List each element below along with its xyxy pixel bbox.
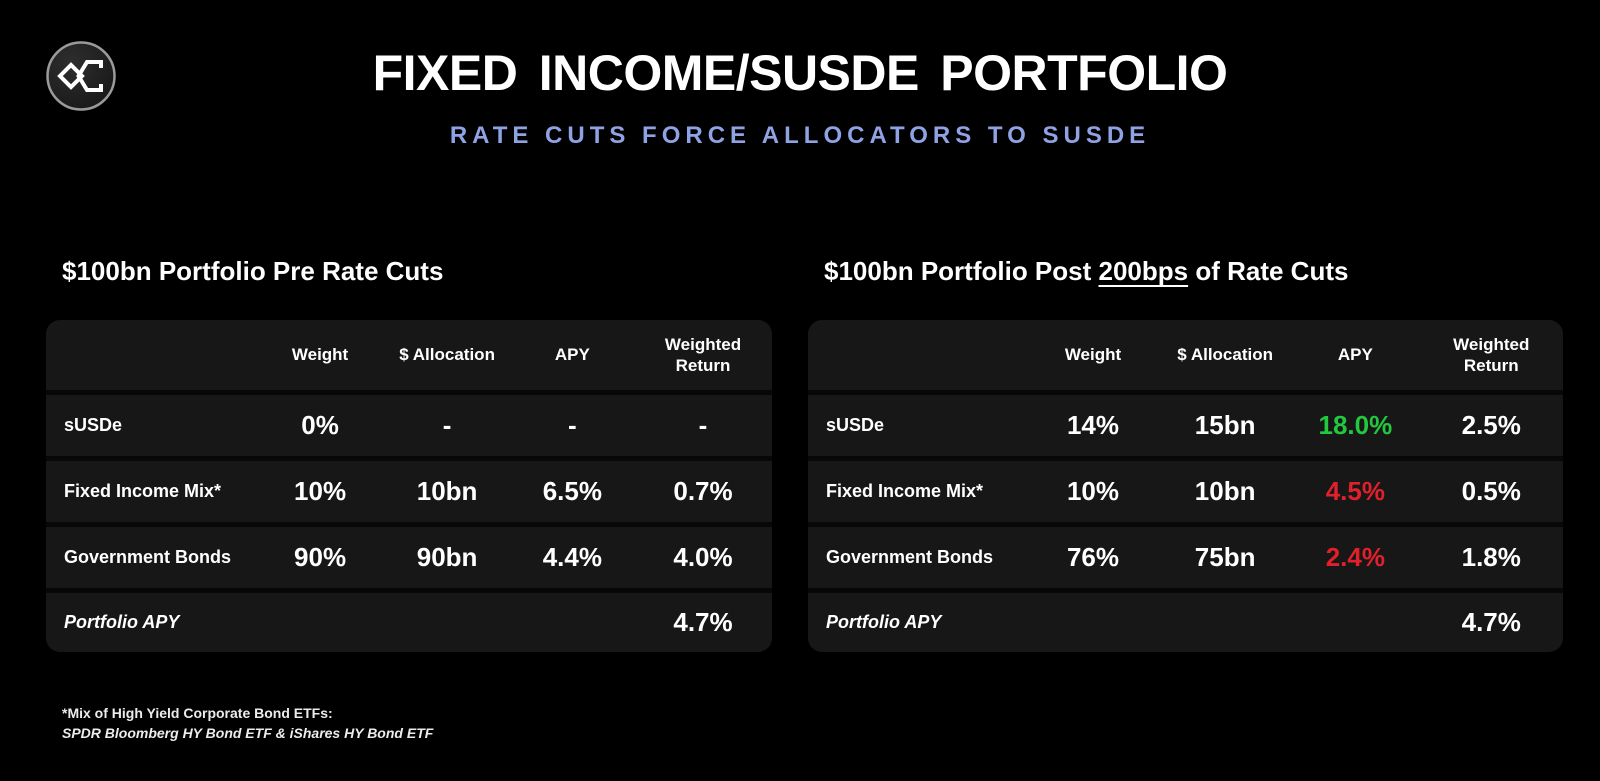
apy-value: 18.0%	[1291, 392, 1419, 458]
portfolio-apy-value: 4.7%	[634, 590, 772, 652]
apy-value: 4.4%	[511, 524, 634, 590]
col-weight: Weight	[291, 345, 349, 365]
weight-value: 14%	[1027, 392, 1159, 458]
allocation-value: 75bn	[1159, 524, 1291, 590]
portfolio-apy-label: Portfolio APY	[808, 590, 1027, 652]
post-table	[808, 320, 1563, 652]
weight-value: 10%	[257, 458, 384, 524]
post-table-panel	[808, 320, 1563, 652]
apy-value: -	[511, 392, 634, 458]
weight-value: 0%	[257, 392, 384, 458]
weighted-return-value: 1.8%	[1420, 524, 1563, 590]
footnote-line1: *Mix of High Yield Corporate Bond ETFs:	[62, 705, 333, 721]
portfolio-apy-value: 4.7%	[1420, 590, 1563, 652]
allocation-value: 90bn	[384, 524, 511, 590]
apy-value: 6.5%	[511, 458, 634, 524]
allocation-value: 15bn	[1159, 392, 1291, 458]
table-row	[808, 524, 1563, 590]
col-apy: APY	[554, 345, 590, 365]
weight-value: 76%	[1027, 524, 1159, 590]
asset-label: Fixed Income Mix*	[46, 458, 257, 524]
pre-table	[46, 320, 772, 652]
apy-value: 4.5%	[1291, 458, 1419, 524]
table-row	[46, 458, 772, 524]
weight-value: 90%	[257, 524, 384, 590]
weighted-return-value: 0.5%	[1420, 458, 1563, 524]
allocation-value: -	[384, 392, 511, 458]
allocation-value: 10bn	[384, 458, 511, 524]
tables-row	[46, 254, 1563, 652]
pre-rate-cuts-section	[46, 254, 772, 652]
col-weight: Weight	[1064, 345, 1122, 365]
col-asset	[46, 320, 257, 392]
pre-table-panel	[46, 320, 772, 652]
page-subtitle: RATE CUTS FORCE ALLOCATORS TO SUSDE	[449, 122, 1151, 149]
page-title: FIXED INCOME/SUSDE PORTFOLIO	[372, 45, 1228, 101]
table-row	[46, 392, 772, 458]
col-asset	[808, 320, 1027, 392]
footnote-line2: SPDR Bloomberg HY Bond ETF & iShares HY Bond ETF	[62, 724, 434, 741]
asset-label: Government Bonds	[46, 524, 257, 590]
weight-value: 10%	[1027, 458, 1159, 524]
weighted-return-value: -	[634, 392, 772, 458]
col-weighted-return: Weighted Return	[1453, 334, 1530, 375]
col-apy: APY	[1337, 345, 1373, 365]
post-rate-cuts-section	[808, 254, 1563, 652]
col-allocation: $ Allocation	[399, 345, 495, 365]
col-allocation: $ Allocation	[1177, 345, 1273, 365]
post-header-row	[808, 320, 1563, 392]
asset-label: Fixed Income Mix*	[808, 458, 1027, 524]
table-row	[808, 392, 1563, 458]
portfolio-apy-row	[808, 590, 1563, 652]
asset-label: Government Bonds	[808, 524, 1027, 590]
footnote	[62, 704, 433, 743]
post-title-suffix: of Rate Cuts	[1188, 256, 1349, 286]
asset-label: sUSDe	[808, 392, 1027, 458]
weighted-return-value: 2.5%	[1420, 392, 1563, 458]
table-row	[46, 524, 772, 590]
portfolio-apy-label: Portfolio APY	[46, 590, 257, 652]
post-table-title	[824, 254, 1563, 320]
apy-value: 2.4%	[1291, 524, 1419, 590]
header	[0, 44, 1600, 150]
allocation-value: 10bn	[1159, 458, 1291, 524]
table-row	[808, 458, 1563, 524]
col-weighted-return: Weighted Return	[664, 334, 742, 375]
weighted-return-value: 4.0%	[634, 524, 772, 590]
weighted-return-value: 0.7%	[634, 458, 772, 524]
portfolio-apy-row	[46, 590, 772, 652]
asset-label: sUSDe	[46, 392, 257, 458]
pre-table-title: $100bn Portfolio Pre Rate Cuts	[62, 256, 444, 286]
post-title-underlined: 200bps	[1098, 256, 1189, 286]
pre-header-row	[46, 320, 772, 392]
post-title-prefix: $100bn Portfolio Post	[824, 256, 1099, 286]
